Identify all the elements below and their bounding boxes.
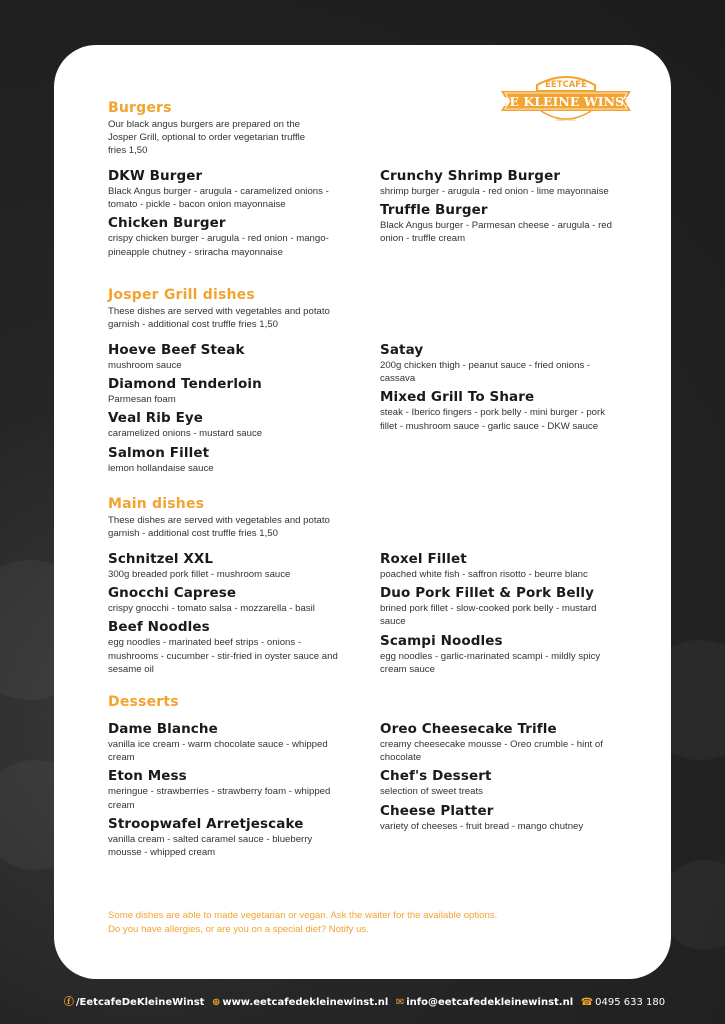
dish-item xyxy=(108,721,348,764)
dish-name: Chicken Burger xyxy=(108,215,226,232)
dish-name: Scampi Noodles xyxy=(380,632,503,649)
burgers-left-column xyxy=(108,168,348,263)
section-desserts xyxy=(108,694,628,710)
dish-name: Mixed Grill To Share xyxy=(380,389,535,406)
section-description: These dishes are served with vegetables and potato garnish - additional cost truffle fries 1,50 xyxy=(108,515,330,540)
burgers-right-column xyxy=(380,168,620,250)
dish-item xyxy=(108,445,348,475)
dish-item xyxy=(380,768,620,798)
email-link[interactable]: info@eetcafedekleinewinst.nl xyxy=(406,997,574,1008)
dish-item xyxy=(108,342,348,372)
phone-number[interactable]: 0495 633 180 xyxy=(595,997,666,1008)
dish-name: Oreo Cheesecake Trifle xyxy=(380,721,557,737)
dish-description: poached white fish - saffron risotto - beurre blanc xyxy=(380,569,588,580)
dish-description: selection of sweet treats xyxy=(380,786,483,798)
dish-name: Duo Pork Fillet & Pork Belly xyxy=(380,585,594,602)
globe-icon: ⊕ xyxy=(211,997,221,1008)
section-description: Our black angus burgers are prepared on the Josper Grill, optional to order vegetarian truffle fries 1,50 xyxy=(108,119,306,157)
dish-name: Truffle Burger xyxy=(380,202,488,219)
dish-item xyxy=(380,202,620,245)
note-line: Do you have allergies, or are you on a special diet? Notify us. xyxy=(108,924,369,935)
dish-item xyxy=(380,389,620,432)
dish-description: egg noodles - garlic-marinated scampi - mildly spicy cream sauce xyxy=(380,650,601,675)
josper-right-column xyxy=(380,342,620,437)
dish-name: Stroopwafel Arretjescake xyxy=(108,815,304,832)
section-description: These dishes are served with vegetables and potato garnish - additional cost truffle fries 1,50 xyxy=(108,306,330,331)
main-left-column xyxy=(108,551,348,680)
dish-description: crispy chicken burger - arugula - red onion - mango-pineapple chutney - sriracha mayonnaise xyxy=(108,233,329,258)
section-title: Main dishes xyxy=(108,496,205,512)
contact-footer xyxy=(0,993,725,1008)
dish-item xyxy=(108,816,348,859)
dish-description: Black Angus burger - arugula - caramelized onions - tomato - pickle - bacon onion mayonnaise xyxy=(108,186,329,211)
desserts-right-column xyxy=(380,721,620,837)
dish-description: steak - Iberico fingers - pork belly - mini burger - pork fillet - mushroom sauce - garlic sauce - DKW sauce xyxy=(380,407,605,432)
dish-description: vanilla cream - salted caramel sauce - blueberry mousse - whipped cream xyxy=(108,833,313,859)
facebook-link[interactable]: /EetcafeDeKleineWinst xyxy=(75,997,205,1008)
dish-description: meringue - strawberries - strawberry foam - whipped cream xyxy=(108,786,331,811)
website-link[interactable]: www.eetcafedekleinewinst.nl xyxy=(222,997,389,1008)
dish-item xyxy=(108,410,348,440)
dish-name: Eton Mess xyxy=(108,768,187,785)
dish-description: variety of cheeses - fruit bread - mango chutney xyxy=(380,820,584,832)
dish-name: Gnocchi Caprese xyxy=(108,585,237,602)
dish-name: Veal Rib Eye xyxy=(108,410,204,427)
dish-description: Black Angus burger - Parmesan cheese - arugula - red onion - truffle cream xyxy=(380,220,612,245)
dish-description: lemon hollandaise sauce xyxy=(108,462,214,474)
section-title: Desserts xyxy=(108,694,179,710)
main-right-column xyxy=(380,551,620,680)
logo-main-text: DE KLEINE WINST xyxy=(498,94,634,109)
dish-name: Beef Noodles xyxy=(108,619,210,636)
menu-card xyxy=(54,45,671,979)
dish-description: mushroom sauce xyxy=(108,360,182,371)
dish-item xyxy=(108,168,348,211)
note-line: Some dishes are able to made vegetarian or vegan. Ask the waiter for the available options. xyxy=(108,910,498,921)
phone-icon: ☎ xyxy=(580,997,594,1008)
dish-item xyxy=(380,551,620,581)
dish-item xyxy=(380,168,620,198)
dish-name: Cheese Platter xyxy=(380,802,494,819)
dish-name: DKW Burger xyxy=(108,168,203,184)
dish-name: Schnitzel XXL xyxy=(108,551,214,567)
dish-name: Hoeve Beef Steak xyxy=(108,342,245,358)
dish-name: Satay xyxy=(380,342,424,358)
dish-name: Dame Blanche xyxy=(108,721,218,737)
dish-item xyxy=(108,768,348,811)
dish-description: Parmesan foam xyxy=(108,394,176,406)
dish-item xyxy=(380,803,620,833)
dish-item xyxy=(380,721,620,764)
dish-name: Chef's Dessert xyxy=(380,768,492,785)
dish-description: brined pork fillet - slow-cooked pork belly - mustard sauce xyxy=(380,603,597,628)
dish-description: caramelized onions - mustard sauce xyxy=(108,428,263,440)
dish-description: egg noodles - marinated beef strips - onions - mushrooms - cucumber - stir-fried in oyster sauce and sesame oil xyxy=(108,637,338,675)
dish-description: 200g chicken thigh - peanut sauce - fried onions - cassava xyxy=(380,360,591,385)
section-main-dishes xyxy=(108,496,628,540)
dish-item xyxy=(380,585,620,628)
dish-item xyxy=(108,551,348,581)
facebook-icon: ⓕ xyxy=(63,997,74,1008)
dish-description: creamy cheesecake mousse - Oreo crumble - hint of chocolate xyxy=(380,739,603,764)
dish-item xyxy=(108,619,348,676)
dish-name: Salmon Fillet xyxy=(108,444,210,461)
dish-item xyxy=(108,585,348,615)
logo-bottom-text: SINDS 2007 xyxy=(555,118,577,122)
dish-description: vanilla ice cream - warm chocolate sauce - whipped cream xyxy=(108,739,328,764)
josper-left-column xyxy=(108,342,348,479)
dish-description: shrimp burger - arugula - red onion - lime mayonnaise xyxy=(380,186,609,197)
dish-description: 300g breaded pork fillet - mushroom sauce xyxy=(108,569,291,580)
section-josper-grill xyxy=(108,287,628,331)
dish-item xyxy=(108,215,348,258)
section-title: Josper Grill dishes xyxy=(108,287,255,303)
dish-item xyxy=(380,633,620,676)
envelope-icon: ✉ xyxy=(395,997,405,1008)
section-title: Burgers xyxy=(108,100,172,116)
dish-name: Crunchy Shrimp Burger xyxy=(380,168,561,184)
dietary-note xyxy=(108,909,628,937)
dish-name: Roxel Fillet xyxy=(380,551,467,567)
section-burgers xyxy=(108,100,628,158)
logo-top-text: EETCAFÉ xyxy=(545,80,587,90)
dish-name: Diamond Tenderloin xyxy=(108,376,262,393)
dish-item xyxy=(108,376,348,406)
desserts-left-column xyxy=(108,721,348,863)
dish-item xyxy=(380,342,620,385)
dish-description: crispy gnocchi - tomato salsa - mozzarella - basil xyxy=(108,603,315,615)
